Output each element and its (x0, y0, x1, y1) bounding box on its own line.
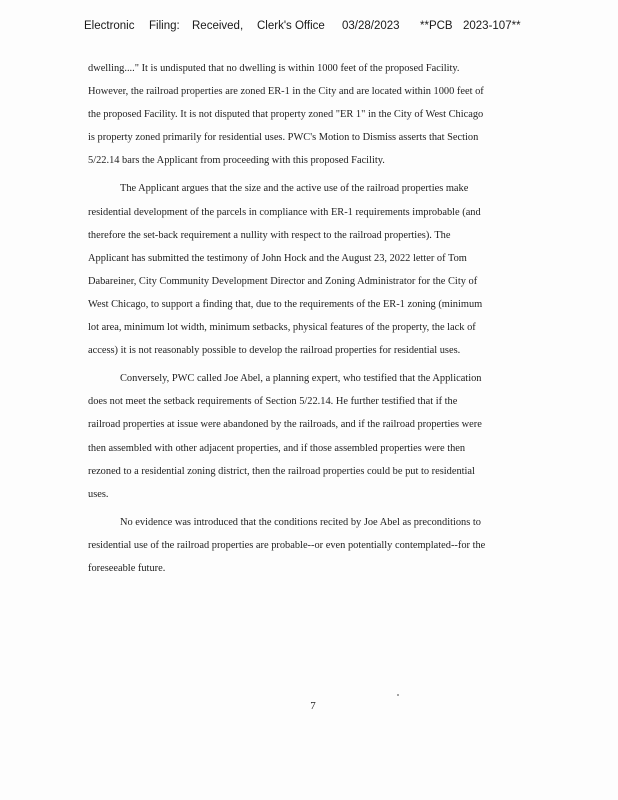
paragraph-line: is property zoned primarily for residential uses. PWC's Motion to Dismiss asserts that Section (88, 132, 479, 144)
filing-header (84, 20, 544, 38)
paragraph-line: then assembled with other adjacent properties, and if those assembled properties were then (88, 442, 466, 454)
paragraph-2 (88, 177, 533, 362)
paragraph-line: residential use of the railroad properties are probable--or even potentially contemplated--for the (88, 539, 486, 551)
paragraph-line: uses. (88, 488, 109, 500)
scan-speck (397, 694, 399, 696)
header-filing: Filing: (149, 20, 180, 32)
paragraph-line: Applicant has submitted the testimony of John Hock and the August 23, 2022 letter of Tom (88, 252, 467, 264)
paragraph-1 (88, 57, 533, 172)
paragraph-line: access) it is not reasonably possible to develop the railroad properties for residential uses. (88, 345, 461, 357)
paragraph-line: Dabareiner, City Community Development Director and Zoning Administrator for the City of (88, 275, 478, 287)
paragraph-line: lot area, minimum lot width, minimum setbacks, physical features of the property, the lack of (88, 322, 476, 334)
paragraph-line: foreseeable future. (88, 562, 166, 574)
header-docket: 2023-107** (463, 20, 521, 32)
header-pcb: **PCB (420, 20, 453, 32)
paragraph-3 (88, 367, 533, 506)
paragraph-line: No evidence was introduced that the conditions recited by Joe Abel as preconditions to (120, 516, 481, 528)
paragraph-line: the proposed Facility. It is not disputed that property zoned "ER 1" in the City of West Chicago (88, 109, 484, 121)
header-date: 03/28/2023 (342, 20, 400, 32)
paragraph-4 (88, 511, 533, 580)
paragraph-line: dwelling...." It is undisputed that no dwelling is within 1000 feet of the proposed Facility. (88, 63, 460, 74)
paragraph-line: 5/22.14 bars the Applicant from proceeding with this proposed Facility. (88, 155, 385, 167)
paragraph-line: residential development of the parcels in compliance with ER-1 requirements improbable (and (88, 206, 481, 218)
paragraph-line: However, the railroad properties are zoned ER-1 in the City and are located within 1000 feet of (88, 86, 484, 98)
header-received: Received, (192, 20, 244, 32)
header-electronic: Electronic (84, 20, 135, 32)
paragraph-line: railroad properties at issue were abandoned by the railroads, and if the railroad properties were (88, 419, 482, 431)
paragraph-line: rezoned to a residential zoning district, then the railroad properties could be put to residential (88, 465, 475, 477)
paragraph-line: Conversely, PWC called Joe Abel, a planning expert, who testified that the Application (120, 373, 482, 385)
paragraph-line: The Applicant argues that the size and the active use of the railroad properties make (120, 183, 469, 195)
page-number: 7 (310, 700, 316, 712)
paragraph-line: does not meet the setback requirements of Section 5/22.14. He further testified that if the (88, 396, 458, 408)
paragraph-line: therefore the set-back requirement a nullity with respect to the railroad properties). The (88, 229, 451, 241)
header-clerks-office: Clerk's Office (257, 20, 325, 32)
document-body (88, 57, 533, 580)
paragraph-line: West Chicago, to support a finding that, due to the requirements of the ER-1 zoning (minimum (88, 298, 483, 310)
